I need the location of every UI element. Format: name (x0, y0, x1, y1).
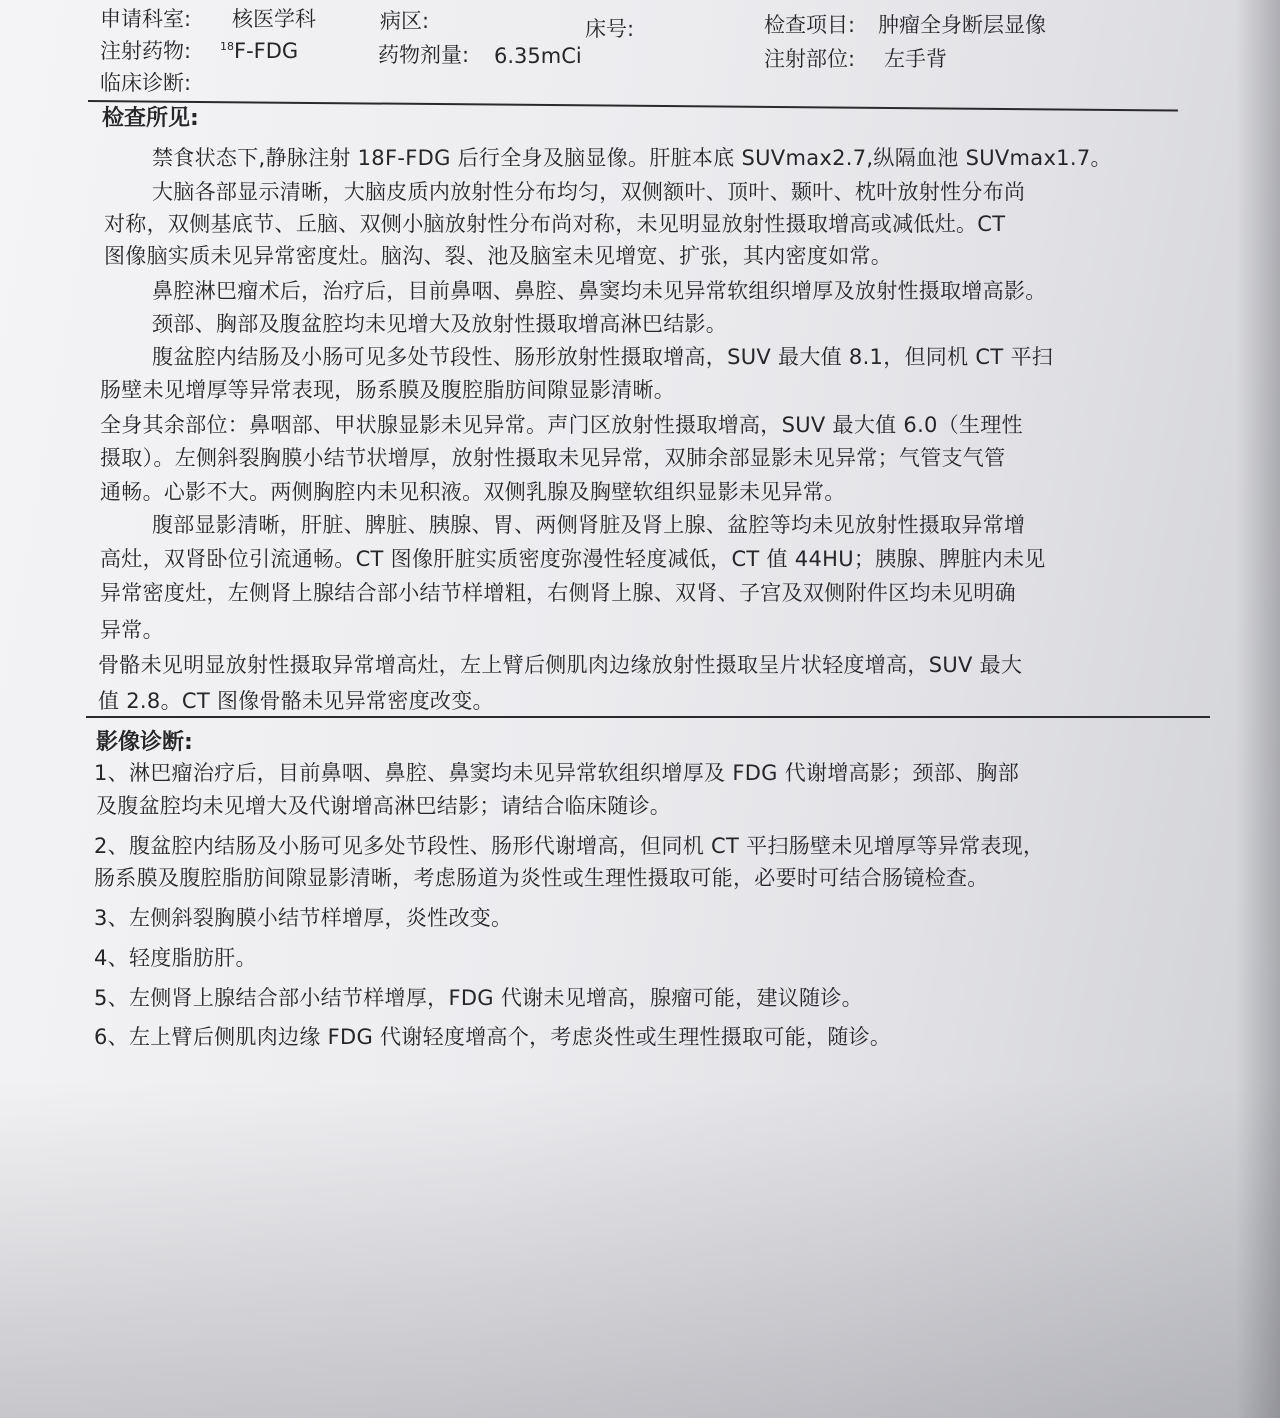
findings-line: 对称，双侧基底节、丘脑、双侧小脑放射性分布尚对称，未见明显放射性摄取增高或减低灶。CT (104, 212, 1006, 236)
diagnosis-item: 及腹盆腔均未见增大及代谢增高淋巴结影；请结合临床随诊。 (96, 794, 672, 818)
findings-line: 全身其余部位：鼻咽部、甲状腺显影未见异常。声门区放射性摄取增高，SUV 最大值 6.0（生理性 (100, 413, 1023, 437)
findings-divider (86, 716, 1210, 718)
exam-value: 肿瘤全身断层显像 (878, 13, 1046, 37)
site-value: 左手背 (884, 47, 947, 71)
dept-value: 核医学科 (232, 7, 316, 31)
diagnosis-item: 肠系膜及腹腔脂肪间隙显影清晰，考虑肠道为炎性或生理性摄取可能，必要时可结合肠镜检查。 (94, 866, 989, 890)
diagnosis-item: 2、腹盆腔内结肠及小肠可见多处节段性、肠形代谢增高，但同机 CT 平扫肠壁未见增厚等异常表现， (94, 834, 1045, 858)
header-divider (88, 100, 1178, 112)
findings-line: 通畅。心影不大。两侧胸腔内未见积液。双侧乳腺及胸壁软组织显影未见异常。 (100, 480, 846, 504)
findings-line: 骨骼未见明显放射性摄取异常增高灶，左上臂后侧肌肉边缘放射性摄取呈片状轻度增高，SUV 最大 (98, 653, 1023, 677)
diagnosis-item: 3、左侧斜裂胸膜小结节样增厚，炎性改变。 (94, 906, 513, 930)
findings-line: 摄取）。左侧斜裂胸膜小结节状增厚，放射性摄取未见异常，双肺余部显影未见异常；气管支气管 (100, 446, 1006, 470)
bed-label: 床号: (585, 17, 635, 41)
findings-line: 值 2.8。CT 图像骨骼未见异常密度改变。 (98, 689, 494, 713)
findings-line: 鼻腔淋巴瘤术后，治疗后，目前鼻咽、鼻腔、鼻窦均未见异常软组织增厚及放射性摄取增高影。 (152, 279, 1047, 303)
findings-line: 颈部、胸部及腹盆腔均未见增大及放射性摄取增高淋巴结影。 (152, 312, 728, 336)
dose-value: 6.35mCi (494, 44, 582, 68)
findings-line: 异常密度灶，左侧肾上腺结合部小结节样增粗，右侧肾上腺、双肾、子宫及双侧附件区均未见明确 (100, 581, 1016, 605)
diagnosis-item: 4、轻度脂肪肝。 (94, 946, 257, 970)
drug-value: F-FDG (234, 39, 299, 63)
page-edge-shadow (1236, 0, 1280, 1418)
findings-line: 图像脑实质未见异常密度灶。脑沟、裂、池及脑室未见增宽、扩张，其内密度如常。 (104, 244, 893, 268)
findings-title: 检查所见: (102, 106, 199, 131)
photo-shadow (0, 1080, 1280, 1418)
dept-label: 申请科室: (100, 7, 192, 31)
diagnosis-title: 影像诊断: (96, 730, 193, 755)
findings-line: 异常。 (100, 618, 164, 642)
findings-line: 大脑各部显示清晰，大脑皮质内放射性分布均匀，双侧额叶、顶叶、颞叶、枕叶放射性分布尚 (152, 180, 1026, 204)
exam-label: 检查项目: (764, 13, 856, 37)
drug-value-wrap (220, 36, 298, 70)
findings-line: 肠壁未见增厚等异常表现，肠系膜及腹腔脂肪间隙显影清晰。 (100, 378, 676, 402)
findings-line: 腹部显影清晰，肝脏、脾脏、胰腺、胃、两侧肾脏及肾上腺、盆腔等均未见放射性摄取异常增 (152, 513, 1026, 537)
clinical-diagnosis-label: 临床诊断: (100, 71, 192, 95)
drug-label: 注射药物: (100, 39, 192, 63)
ward-label: 病区: (380, 9, 430, 33)
findings-line: 腹盆腔内结肠及小肠可见多处节段性、肠形放射性摄取增高，SUV 最大值 8.1，但同机 CT 平扫 (152, 345, 1054, 369)
dose-label: 药物剂量: (378, 43, 470, 67)
site-label: 注射部位: (764, 47, 856, 71)
diagnosis-item: 5、左侧肾上腺结合部小结节样增厚，FDG 代谢未见增高，腺瘤可能，建议随诊。 (94, 986, 863, 1010)
diagnosis-item: 1、淋巴瘤治疗后，目前鼻咽、鼻腔、鼻窦均未见异常软组织增厚及 FDG 代谢增高影；颈部、胸部 (94, 761, 1020, 785)
diagnosis-item: 6、左上臂后侧肌肉边缘 FDG 代谢轻度增高个，考虑炎性或生理性摄取可能，随诊。 (94, 1025, 892, 1049)
findings-line: 高灶，双肾卧位引流通畅。CT 图像肝脏实质密度弥漫性轻度减低，CT 值 44HU；胰腺、脾脏内未见 (100, 547, 1046, 571)
findings-line: 禁食状态下,静脉注射 18F-FDG 后行全身及脑显像。肝脏本底 SUVmax2.7,纵隔血池 SUVmax1.7。 (152, 146, 1112, 170)
drug-isotope-superscript: 18 (220, 40, 234, 53)
